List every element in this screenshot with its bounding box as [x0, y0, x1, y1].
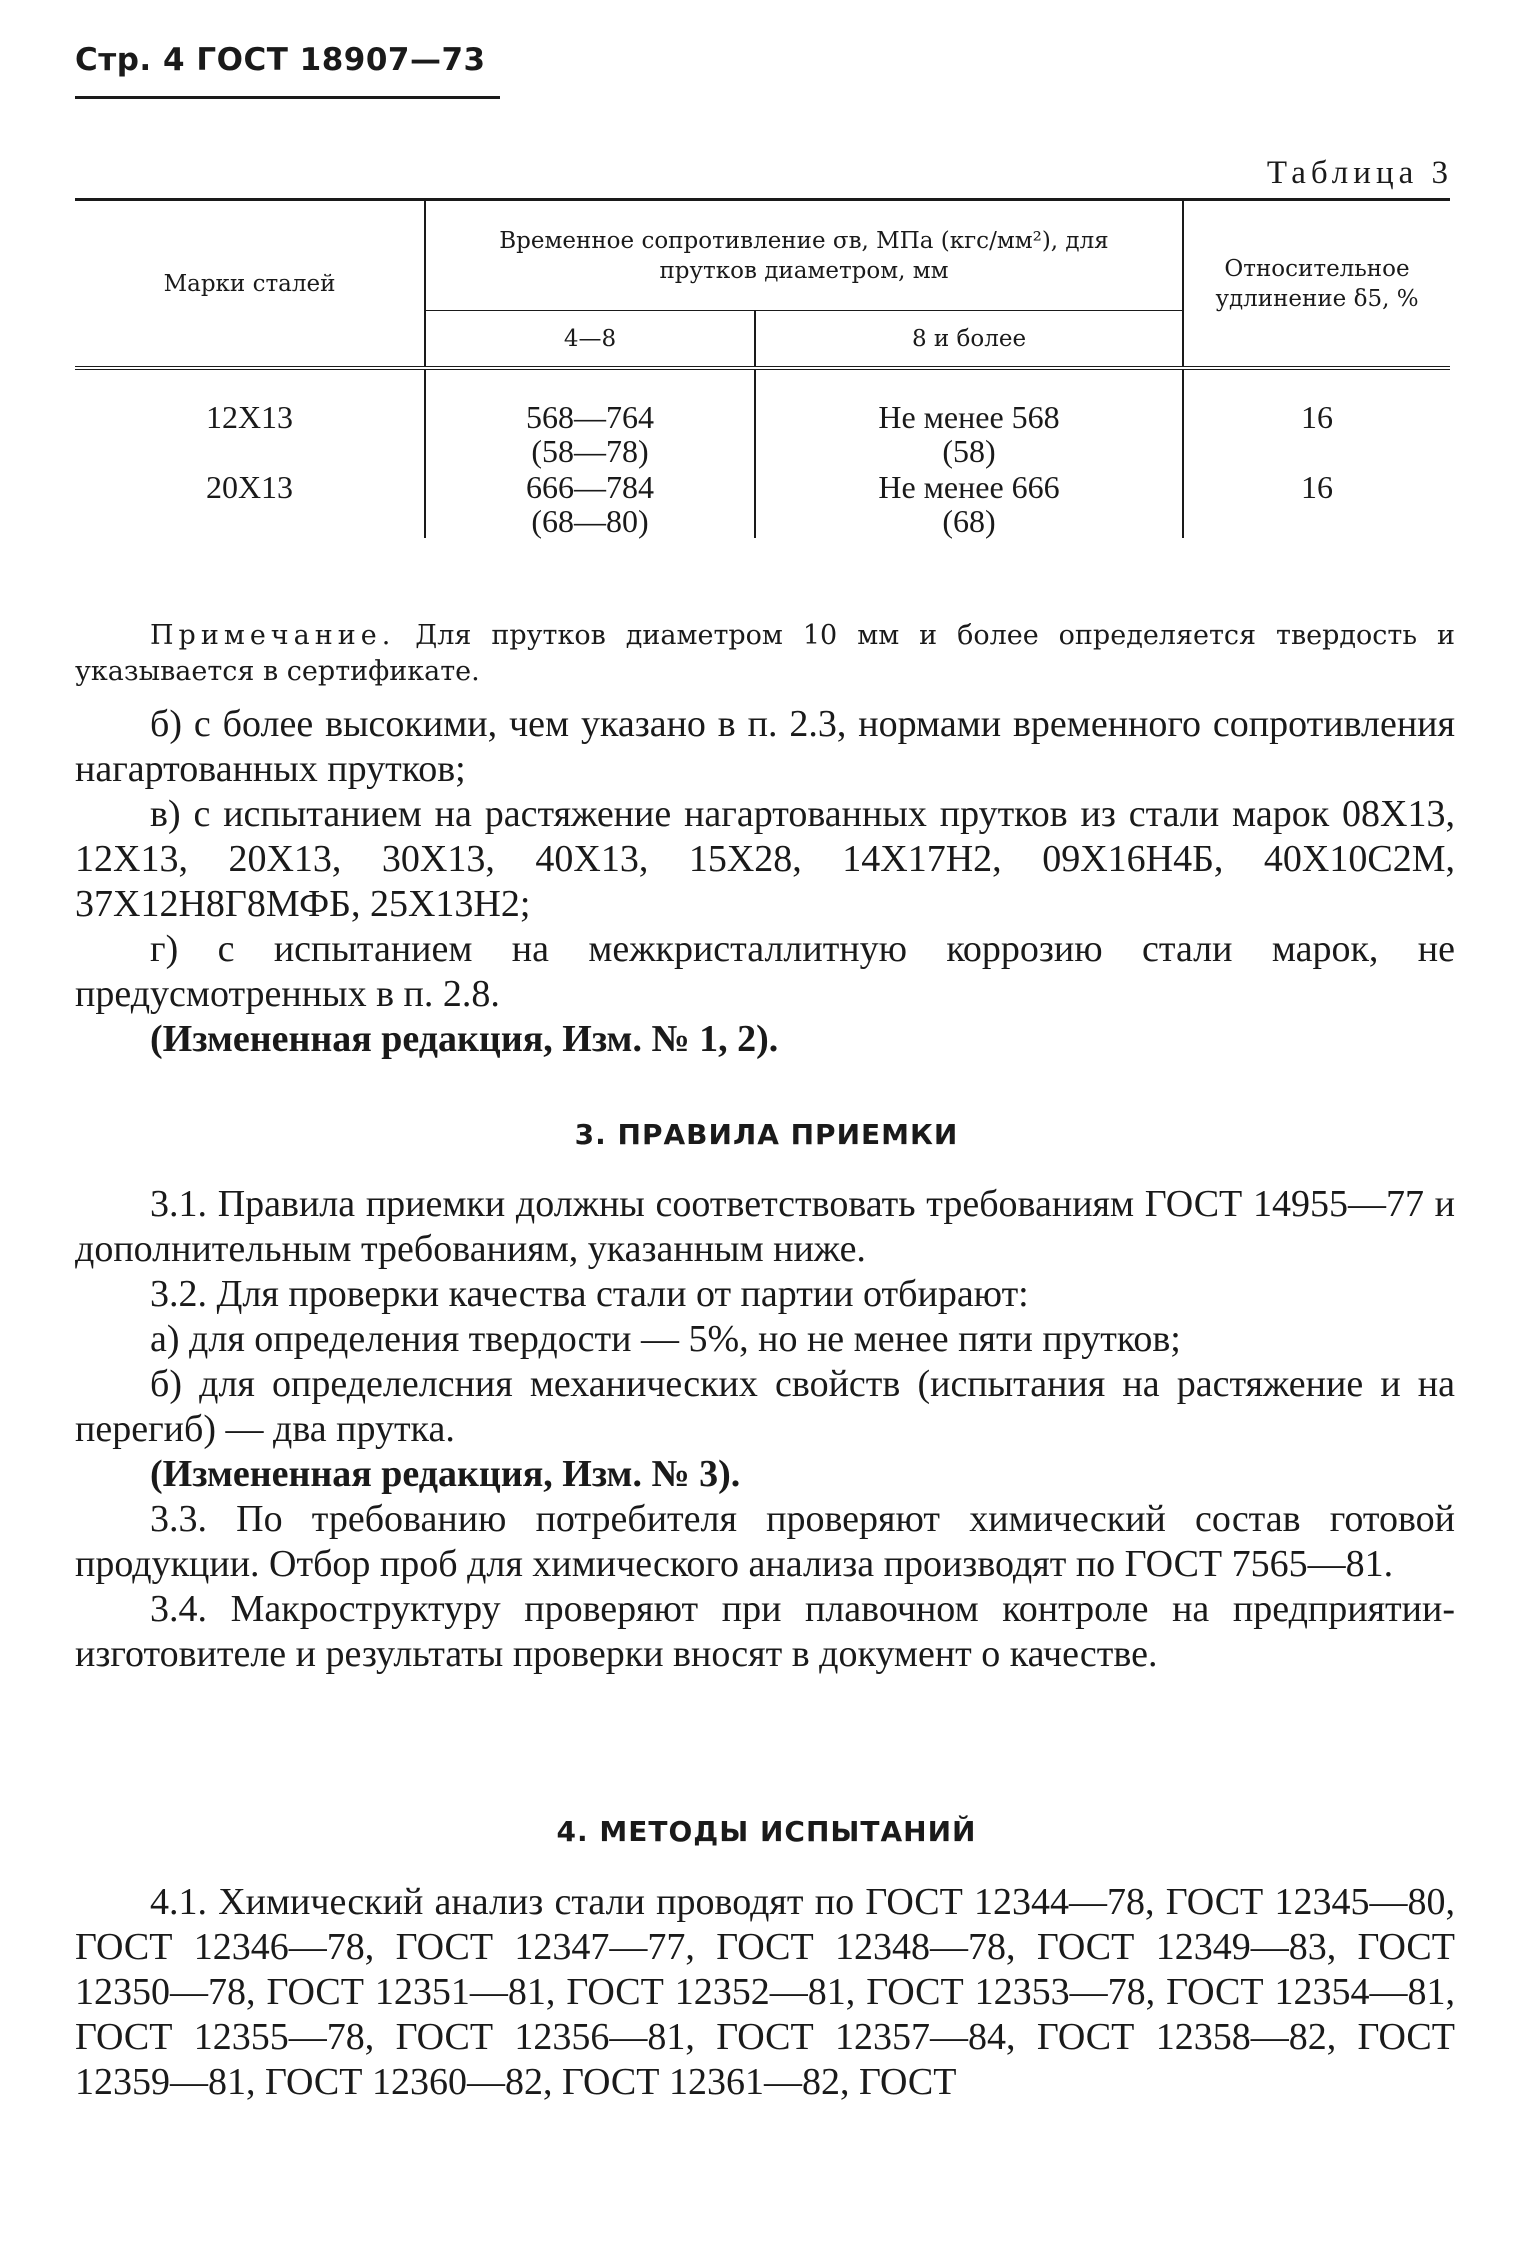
- value-mpa: 568—764: [526, 399, 654, 435]
- item-g: г) с испытанием на межкристаллитную коррозию стали марок, не предусмотренных в п. 2.8.: [75, 928, 1455, 1015]
- cell-grade: 12Х13: [205, 399, 294, 435]
- column-header-elongation: Относительное удлинение δ5, %: [1183, 200, 1450, 369]
- revision-note: (Измененная редакция, Изм. № 3).: [150, 1453, 741, 1495]
- data-table: [75, 198, 1450, 538]
- table-row: [75, 368, 1450, 468]
- list-items-block: [75, 702, 1455, 1062]
- value-kgf: (68—80): [531, 503, 649, 539]
- subheader-4-8: 4—8: [425, 311, 755, 368]
- cell-strength-4-8: [425, 468, 755, 538]
- cell-strength-8-plus: [755, 468, 1183, 538]
- cell-strength-8-plus: [755, 368, 1183, 468]
- paragraph-4-1: 4.1. Химический анализ стали проводят по ГОСТ 12344—78, ГОСТ 12345—80, ГОСТ 12346—78, ГОСТ 12347—77, ГОСТ 12348—78, ГОСТ 12349—83, ГОСТ 12350—78, ГОСТ 12351—81, ГОСТ 12352—81, ГОСТ 12353—78, ГОСТ 12354—81, ГОСТ 12355—78, ГОСТ 12356—81, ГОСТ 12357—84, ГОСТ 12358—82, ГОСТ 12359—81, ГОСТ 12360—82, ГОСТ 12361—82, ГОСТ: [75, 1881, 1455, 2103]
- value-mpa: Не менее 666: [878, 469, 1060, 505]
- subheader-8-plus: 8 и более: [755, 311, 1183, 368]
- paragraph-3-2: 3.2. Для проверки качества стали от партии отбирают:: [150, 1273, 1029, 1315]
- section-4-title: 4. МЕТОДЫ ИСПЫТАНИЙ: [556, 1815, 977, 1848]
- value-kgf: (58—78): [531, 433, 649, 469]
- section-3-body: [75, 1182, 1455, 1677]
- value-kgf: (68): [942, 503, 996, 539]
- paragraph-3-2-b: б) для определелсния механических свойств (испытания на растяжение и на перегиб) — два прутка.: [75, 1363, 1455, 1450]
- paragraph-3-4: 3.4. Макроструктуру проверяют при плавочном контроле на предприятии-изготовителе и результаты проверки вносят в документ о качестве.: [75, 1588, 1455, 1675]
- section-4-body: [75, 1880, 1455, 2105]
- cell-elongation: 16: [1183, 368, 1450, 468]
- paragraph-3-3: 3.3. По требованию потребителя проверяют химический состав готовой продукции. Отбор проб для химического анализа производят по ГОСТ 7565—81.: [75, 1498, 1455, 1585]
- paragraph-3-1: 3.1. Правила приемки должны соответствовать требованиям ГОСТ 14955—77 и дополнительным требованиям, указанным ниже.: [75, 1183, 1455, 1270]
- table-row: [75, 468, 1450, 538]
- column-header-strength: Временное сопротивление σв, МПа (кгс/мм²), для прутков диаметром, мм: [425, 200, 1183, 311]
- value-kgf: (58): [942, 433, 996, 469]
- paragraph-3-2-a: а) для определения твердости — 5%, но не менее пяти прутков;: [150, 1318, 1181, 1360]
- item-v: в) с испытанием на растяжение нагартованных прутков из стали марок 08Х13, 12Х13, 20Х13, 30Х13, 40Х13, 15Х28, 14Х17Н2, 09Х16Н4Б, 40Х10С2М, 37Х12Н8Г8МФБ, 25Х13Н2;: [75, 793, 1455, 925]
- table-label: Таблица 3: [1266, 155, 1453, 191]
- cell-elongation: 16: [1183, 468, 1450, 538]
- value-mpa: 666—784: [526, 469, 654, 505]
- note-text: Для прутков диаметром 10 мм и более определяется твердость и указывается в сертификате.: [75, 620, 1455, 687]
- cell-strength-4-8: [425, 368, 755, 468]
- revision-note: (Измененная редакция, Изм. № 1, 2).: [150, 1018, 779, 1060]
- item-b: б) с более высокими, чем указано в п. 2.3, нормами временного сопротивления нагартованных прутков;: [75, 703, 1455, 790]
- page-header: Стр. 4 ГОСТ 18907—73: [75, 42, 486, 78]
- note-label: Примечание.: [150, 620, 396, 651]
- cell-grade: 20Х13: [205, 469, 294, 505]
- header-rule: [75, 96, 500, 99]
- section-3-title: 3. ПРАВИЛА ПРИЕМКИ: [574, 1118, 959, 1151]
- column-header-grade: Марки сталей: [75, 200, 425, 369]
- value-mpa: Не менее 568: [878, 399, 1060, 435]
- table-note: [75, 618, 1455, 690]
